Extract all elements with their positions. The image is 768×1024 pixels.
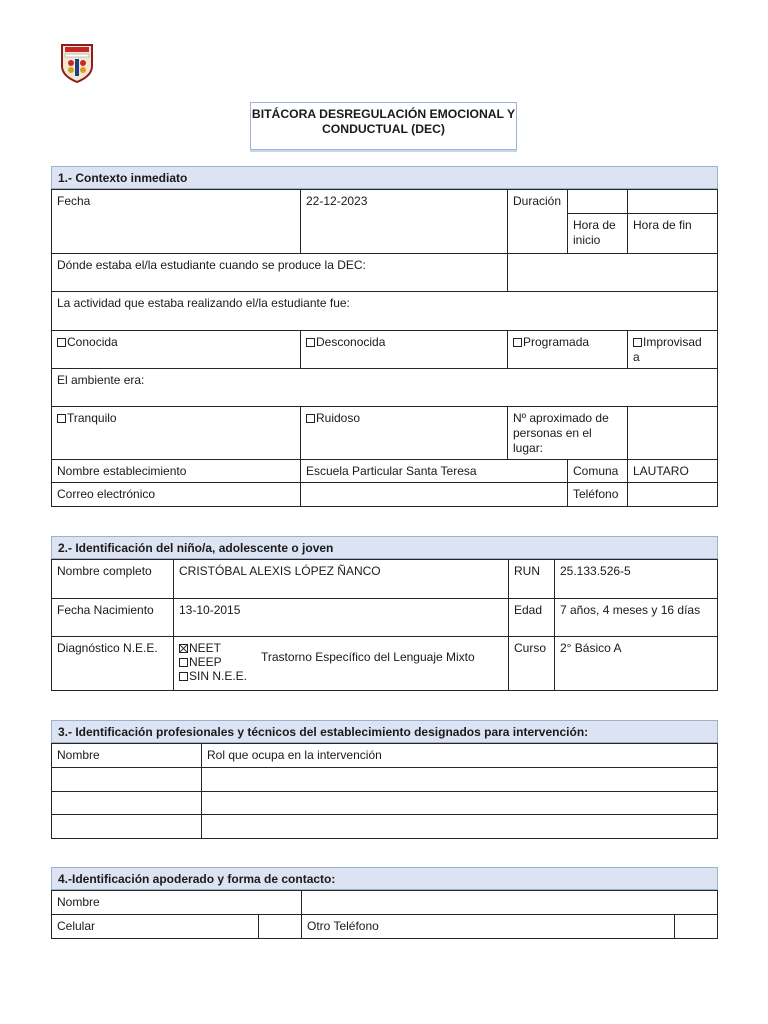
option-neet[interactable]	[179, 641, 247, 655]
option-conocida[interactable]	[51, 330, 301, 369]
edad-value[interactable]: 7 años, 4 meses y 16 días	[554, 598, 718, 637]
option-programada[interactable]	[507, 330, 628, 369]
option-conocida-label: Conocida	[67, 335, 118, 349]
otro-telefono-value[interactable]	[674, 914, 718, 939]
personas-label-3: lugar:	[513, 441, 544, 455]
personas-label-1: Nº aproximado de	[513, 411, 609, 425]
option-programada-label: Programada	[523, 335, 590, 349]
establecimiento-label: Nombre establecimiento	[51, 459, 301, 483]
checkbox-icon[interactable]	[306, 414, 315, 423]
establecimiento-value[interactable]: Escuela Particular Santa Teresa	[300, 459, 568, 483]
fecha-nacimiento-value[interactable]: 13-10-2015	[173, 598, 509, 637]
section-4-heading: 4.-Identificación apoderado y forma de contacto:	[51, 867, 718, 890]
option-tranquilo[interactable]	[51, 406, 301, 460]
checkbox-icon[interactable]	[513, 338, 522, 347]
col-rol-header: Rol que ocupa en la intervención	[201, 743, 718, 768]
personas-value[interactable]	[627, 406, 718, 460]
checkbox-checked-icon[interactable]	[179, 644, 188, 653]
option-sin-nee[interactable]	[179, 669, 247, 683]
celular-label: Celular	[51, 914, 259, 939]
run-value[interactable]: 25.133.526-5	[554, 559, 718, 599]
option-ruidoso-label: Ruidoso	[316, 411, 361, 425]
school-crest-logo	[58, 42, 96, 84]
fecha-label: Fecha	[51, 189, 301, 254]
hora-inicio-label-1: Hora de	[573, 218, 616, 232]
col-nombre-header: Nombre	[51, 743, 202, 768]
diagnostico-label: Diagnóstico N.E.E.	[51, 636, 174, 691]
personas-label-2: personas en el	[513, 426, 592, 440]
ambiente-label: El ambiente era:	[51, 368, 718, 407]
profesional-nombre-cell[interactable]	[51, 814, 202, 839]
hora-fin-value[interactable]	[627, 189, 718, 214]
celular-value[interactable]	[258, 914, 302, 939]
option-desconocida[interactable]	[300, 330, 508, 369]
checkbox-icon[interactable]	[306, 338, 315, 347]
profesional-rol-cell[interactable]	[201, 791, 718, 815]
checkbox-icon[interactable]	[57, 414, 66, 423]
option-improvisada[interactable]	[627, 330, 718, 369]
curso-label: Curso	[508, 636, 555, 691]
option-improvisada-label-2: a	[633, 350, 640, 364]
profesional-nombre-cell[interactable]	[51, 791, 202, 815]
profesional-nombre-cell[interactable]	[51, 767, 202, 792]
actividad-label: La actividad que estaba realizando el/la estudiante fue:	[51, 291, 718, 331]
section-2-heading: 2.- Identificación del niño/a, adolescente o joven	[51, 536, 718, 559]
hora-fin-label: Hora de fin	[627, 213, 718, 254]
hora-inicio-label-2: inicio	[573, 233, 601, 247]
nombre-completo-value[interactable]: CRISTÓBAL ALEXIS LÓPEZ ÑANCO	[173, 559, 509, 599]
diagnostico-value[interactable]: Trastorno Específico del Lenguaje Mixto	[261, 650, 475, 664]
option-improvisada-label-1: Improvisad	[643, 335, 702, 349]
nombre-completo-label: Nombre completo	[51, 559, 174, 599]
hora-inicio-label	[567, 213, 628, 254]
option-ruidoso[interactable]	[300, 406, 508, 460]
title-line-1: BITÁCORA DESREGULACIÓN EMOCIONAL Y	[251, 107, 516, 121]
checkbox-icon[interactable]	[633, 338, 642, 347]
hora-inicio-value[interactable]	[567, 189, 628, 214]
curso-value[interactable]: 2° Básico A	[554, 636, 718, 691]
fecha-nacimiento-label: Fecha Nacimiento	[51, 598, 174, 637]
telefono-value[interactable]	[627, 482, 718, 507]
personas-label	[507, 406, 628, 460]
checkbox-icon[interactable]	[179, 658, 188, 667]
checkbox-icon[interactable]	[57, 338, 66, 347]
section-3-heading: 3.- Identificación profesionales y técnicos del establecimiento designados para intervención:	[51, 720, 718, 743]
checkbox-icon[interactable]	[179, 672, 188, 681]
correo-value[interactable]	[300, 482, 568, 507]
apoderado-nombre-label: Nombre	[51, 890, 302, 915]
option-sin-nee-label: SIN N.E.E.	[189, 669, 248, 683]
section-1-heading: 1.- Contexto inmediato	[51, 166, 718, 189]
option-neep[interactable]	[179, 655, 247, 669]
diagnostico-cell	[173, 636, 509, 691]
profesional-rol-cell[interactable]	[201, 814, 718, 839]
diagnostico-options	[179, 641, 247, 683]
option-neet-label: NEET	[189, 641, 222, 655]
option-neep-label: NEEP	[189, 655, 222, 669]
donde-label: Dónde estaba el/la estudiante cuando se produce la DEC:	[51, 253, 508, 292]
telefono-label: Teléfono	[567, 482, 628, 507]
otro-telefono-label: Otro Teléfono	[301, 914, 675, 939]
comuna-label: Comuna	[567, 459, 628, 483]
apoderado-nombre-value[interactable]	[301, 890, 718, 915]
duracion-label: Duración	[507, 189, 568, 254]
comuna-value[interactable]: LAUTARO	[627, 459, 718, 483]
profesional-rol-cell[interactable]	[201, 767, 718, 792]
title-line-2: CONDUCTUAL (DEC)	[322, 122, 445, 136]
fecha-value[interactable]: 22-12-2023	[300, 189, 508, 254]
run-label: RUN	[508, 559, 555, 599]
document-title	[250, 102, 517, 150]
edad-label: Edad	[508, 598, 555, 637]
option-desconocida-label: Desconocida	[316, 335, 386, 349]
donde-value[interactable]	[507, 253, 718, 292]
correo-label: Correo electrónico	[51, 482, 301, 507]
option-tranquilo-label: Tranquilo	[67, 411, 117, 425]
